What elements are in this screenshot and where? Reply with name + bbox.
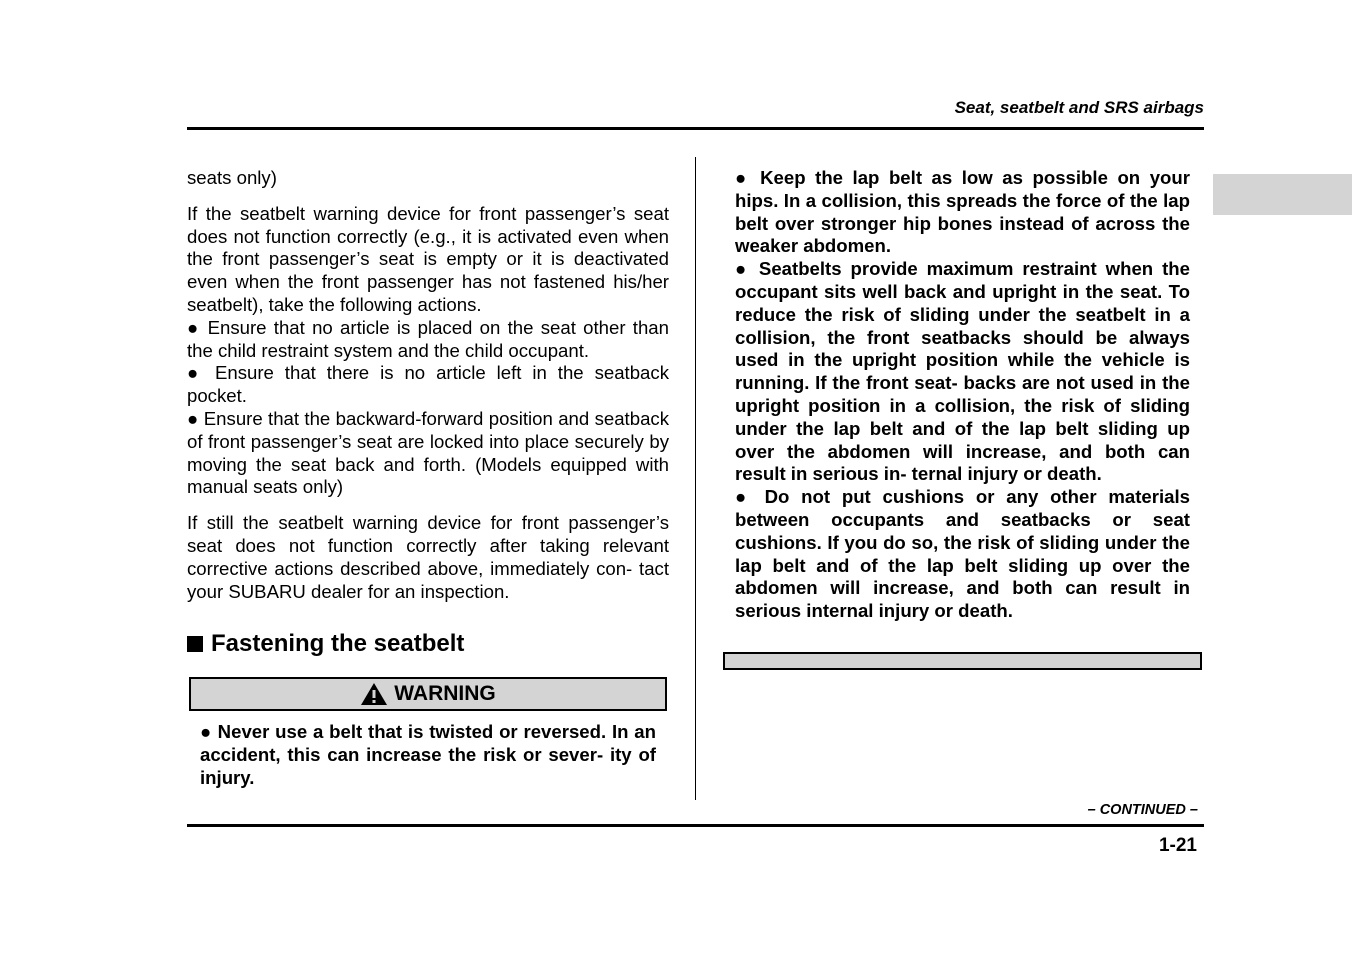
warning-label: WARNING (394, 682, 496, 705)
header-rule (187, 127, 1204, 130)
page-number: 1-21 (1158, 835, 1197, 856)
warning-bullet-lap-belt: ● Keep the lap belt as low as possible on your hips. In a collision, this spreads the force of the lap belt over stronger hip bones instead of across the weaker abdomen. (735, 167, 1190, 257)
warning-content (200, 721, 656, 789)
running-header: Seat, seatbelt and SRS airbags (954, 98, 1204, 117)
warning-bullet-1: ● Never use a belt that is twisted or reversed. In an accident, this can increase the risk or sever- ity of injury. (200, 721, 656, 788)
intro-paragraph: If the seatbelt warning device for front passenger’s seat does not function correctly (e.g., it is activated even when the front passenger’s seat is empty or it is deactivated even when the front passenger has not fastened his/her seatbelt), take the following actions. (187, 202, 669, 315)
action-bullet-1: ● Ensure that no article is placed on the seat other than the child restraint system and the child occupant. (187, 316, 669, 361)
action-bullet-2: ● Ensure that there is no article left in the seatback pocket. (187, 362, 669, 407)
warning-bullet-seatback: ● Seatbelts provide maximum restraint when the occupant sits well back and upright in the seat. To reduce the risk of sliding under the seatbelt in a collision, the front seatbacks should be always used in the upright position while the vehicle is running. If the front seat- backs are not used in the upright position in a collision, the risk of sliding under the lap belt and of the lap belt sliding up over the abdomen will increase, and both can result in serious in- ternal injury or death. (735, 258, 1190, 485)
continued-label: – CONTINUED – (1087, 802, 1198, 818)
column-divider (695, 157, 696, 800)
square-bullet-icon (187, 636, 203, 652)
section-heading-text: Fastening the seatbelt (211, 630, 465, 658)
footer-rule (187, 824, 1204, 827)
chapter-tab-marker (1213, 174, 1352, 215)
left-column (187, 167, 669, 658)
warning-banner (189, 677, 667, 711)
continued-paragraph: seats only) (187, 167, 277, 188)
section-heading (187, 630, 669, 658)
warning-triangle-icon (360, 682, 388, 706)
right-column (735, 167, 1190, 623)
warning-bullet-cushions: ● Do not put cushions or any other materials between occupants and seatbacks or seat cushions. If you do so, the risk of sliding under the lap belt and of the lap belt sliding up over the abdomen will increase, and both can result in serious internal injury or death. (735, 486, 1190, 622)
warning-end-bar (723, 652, 1202, 670)
dealer-paragraph: If still the seatbelt warning device for front passenger’s seat does not function correctly after taking relevant corrective actions described above, immediately con- tact your SUBARU dealer for an inspection. (187, 512, 669, 602)
action-bullet-3: ● Ensure that the backward-forward position and seatback of front passenger’s seat are locked into place securely by moving the seat back and forth. (Models equipped with manual seats only) (187, 407, 669, 498)
